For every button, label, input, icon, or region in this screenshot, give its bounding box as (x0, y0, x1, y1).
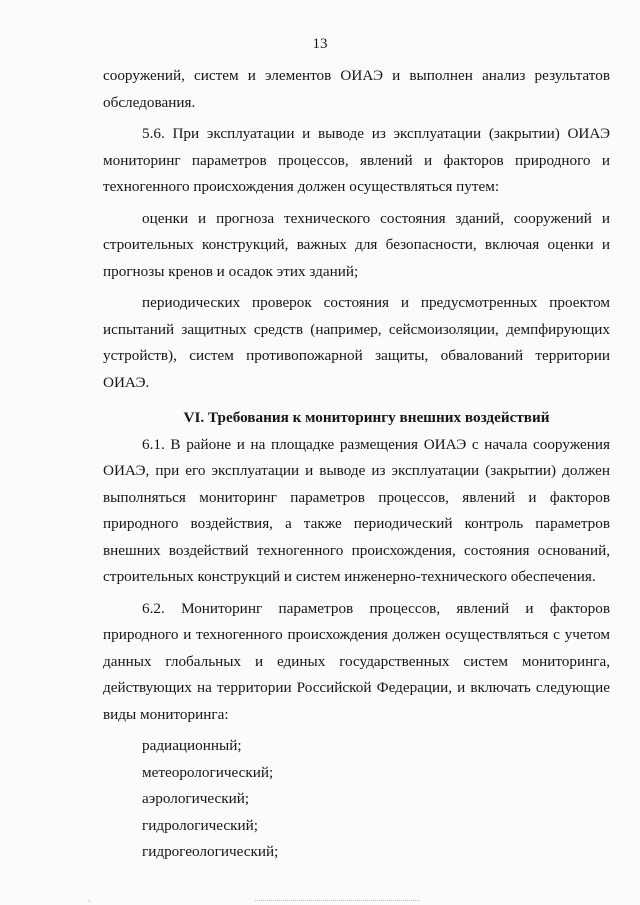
paragraph-periodic-checks: периодических проверок состояния и предусмотренных проектом испытаний защитных средств (например, сейсмоизоляции, демпфирующих устройств), систем противопожарной защиты, обвалований территории ОИАЭ. (103, 294, 610, 391)
page-number: 13 (312, 36, 328, 52)
list-item: гидрологический; (142, 816, 258, 834)
paragraph-continuation: сооружений, систем и элементов ОИАЭ и выполнен анализ результатов обследования. (103, 67, 610, 111)
scan-edge-line (255, 900, 420, 901)
section-heading: VI. Требования к мониторингу внешних воздействий (183, 409, 550, 426)
paragraph-6-1: 6.1. В районе и на площадке размещения ОИАЭ с начала сооружения ОИАЭ, при его эксплуатации и выводе из эксплуатации (закрытии) должен выполняться мониторинг параметров процессов, явлений и факторов природного воздействия, а также периодический контроль параметров внешних воздействий техногенного происхождения, состояния оснований, строительных конструкций и систем инженерно-технического обеспечения. (103, 435, 610, 585)
document-body (103, 63, 610, 866)
monitoring-types-list (103, 733, 610, 866)
paragraph-5-6: 5.6. При эксплуатации и выводе из эксплуатации (закрытии) ОИАЭ мониторинг параметров процессов, явлений и факторов природного и техногенного происхождения должен осуществляться путем: (103, 125, 610, 195)
paragraph-assessment: оценки и прогноза технического состояния зданий, сооружений и строительных конструкций, важных для безопасности, включая оценки и прогнозы кренов и осадок этих зданий; (103, 209, 610, 280)
list-item: метеорологический; (142, 763, 274, 781)
paragraph-6-2: 6.2. Мониторинг параметров процессов, явлений и факторов природного и техногенного происхождения должен осуществляться с учетом данных глобальных и единых государственных систем мониторинга, действующих на территории Российской Федерации, и включать следующие виды мониторинга: (103, 599, 610, 723)
list-item: гидрогеологический; (142, 843, 279, 860)
list-item: радиационный; (142, 737, 242, 754)
margin-mark: ˎ (88, 892, 91, 902)
list-item: аэрологический; (142, 790, 250, 807)
